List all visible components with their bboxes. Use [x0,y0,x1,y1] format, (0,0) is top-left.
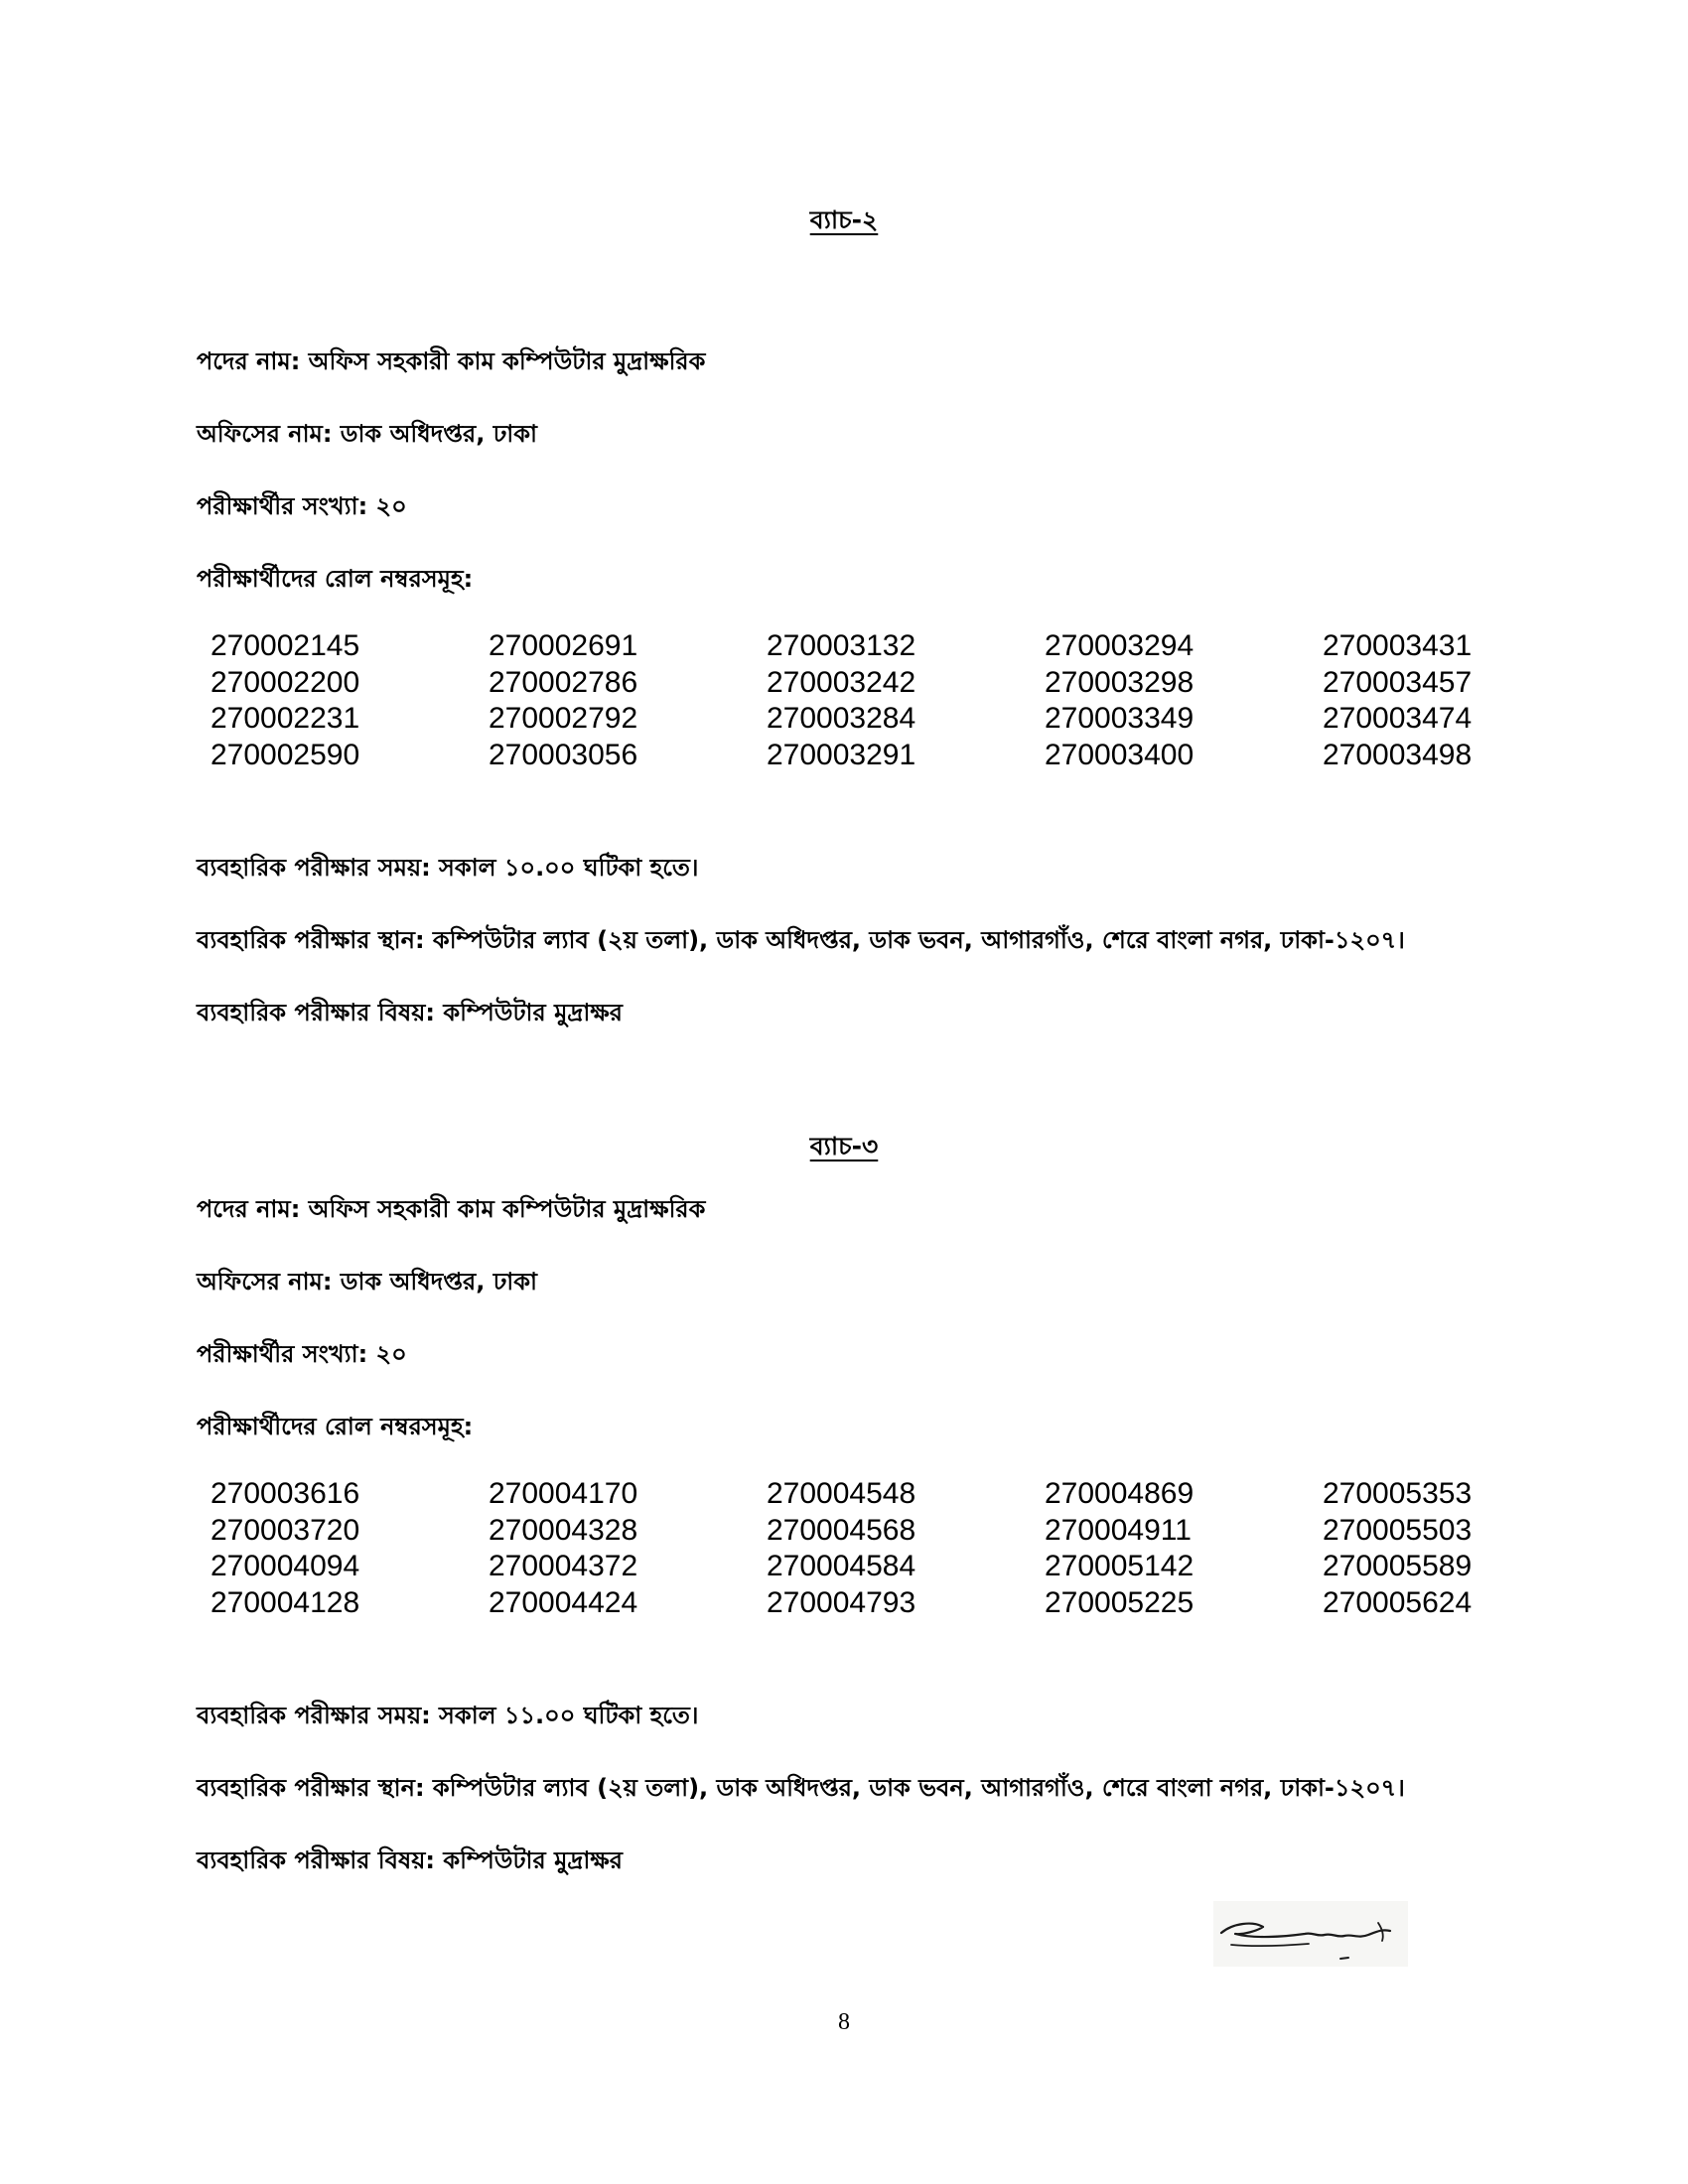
roll-number: 270002792 [489,702,638,735]
office-name: অফিসের নাম: ডাক অধিদপ্তর, ঢাকা [197,420,537,448]
roll-number: 270003498 [1323,738,1473,771]
roll-number: 270004094 [211,1550,360,1582]
signature-scribble [1213,1901,1408,1967]
batch-title [0,201,1688,243]
roll-number: 270005624 [1323,1585,1473,1619]
exam-venue: ব্যবহারিক পরীক্ষার স্থান: কম্পিউটার ল্যাব (২য় তলা), ডাক অধিদপ্তর, ডাক ভবন, আগারগাঁও, শেরে বাংলা নগর, ঢাকা-১২০৭। [197,1774,1405,1802]
roll-number: 270004793 [767,1585,916,1619]
roll-number: 270004568 [767,1513,916,1547]
roll-number: 270003132 [767,629,916,662]
exam-venue: ব্যবহারিক পরীক্ষার স্থান: কম্পিউটার ল্যাব (২য় তলা), ডাক অধিদপ্তর, ডাক ভবন, আগারগাঁও, শেরে বাংলা নগর, ঢাকা-১২০৭। [197,926,1405,954]
roll-number: 270004372 [489,1550,638,1582]
batch-title-text: ব্যাচ-২ [809,205,879,234]
exam-subject: ব্যবহারিক পরীক্ষার বিষয়: কম্পিউটার মুদ্রাক্ষর [197,999,623,1026]
roll-number: 270003284 [767,702,916,735]
candidate-count: পরীক্ষার্থীর সংখ্যা: ২০ [197,1340,407,1368]
signature [1213,1901,1408,1967]
page-number: 8 [838,2009,850,2035]
roll-number: 270005589 [1323,1550,1473,1582]
roll-numbers-heading: পরীক্ষার্থীদের রোল নম্বরসমূহ: [197,1413,474,1440]
roll-number: 270004424 [489,1585,638,1619]
roll-number: 270003474 [1323,702,1473,735]
roll-number: 270002231 [211,702,360,735]
roll-number: 270002590 [211,738,360,771]
roll-number: 270003720 [211,1513,360,1547]
office-name: অফিসের নাম: ডাক অধিদপ্তর, ঢাকা [197,1268,537,1296]
roll-number: 270004911 [1045,1513,1192,1547]
exam-time: ব্যবহারিক পরীক্ষার সময়: সকাল ১১.০০ ঘটিকা হতে। [197,1702,699,1729]
roll-number: 270003298 [1045,665,1195,699]
roll-numbers-heading: পরীক্ষার্থীদের রোল নম্বরসমূহ: [197,565,474,593]
roll-number-grid [211,1476,1601,1621]
roll-number: 270005503 [1323,1513,1473,1547]
roll-number: 270003400 [1045,738,1195,771]
roll-number: 270004170 [489,1477,638,1510]
roll-number: 270003056 [489,738,638,771]
exam-time: ব্যবহারিক পরীক্ষার সময়: সকাল ১০.০০ ঘটিকা হতে। [197,854,699,882]
roll-number: 270004584 [767,1550,916,1582]
roll-number: 270004869 [1045,1477,1195,1510]
roll-number: 270002786 [489,665,638,699]
roll-number: 270005225 [1045,1585,1195,1619]
post-name: পদের নাম: অফিস সহকারী কাম কম্পিউটার মুদ্রাক্ষরিক [197,347,706,375]
roll-number: 270004328 [489,1513,638,1547]
roll-number: 270003294 [1045,629,1195,662]
roll-number: 270002691 [489,629,638,662]
post-name: পদের নাম: অফিস সহকারী কাম কম্পিউটার মুদ্রাক্ষরিক [197,1195,706,1223]
exam-subject: ব্যবহারিক পরীক্ষার বিষয়: কম্পিউটার মুদ্রাক্ষর [197,1846,623,1874]
roll-number: 270005353 [1323,1477,1473,1510]
roll-number: 270003457 [1323,665,1473,699]
roll-number: 270003616 [211,1477,360,1510]
roll-number: 270004548 [767,1477,916,1510]
roll-number: 270003349 [1045,702,1195,735]
roll-number: 270002145 [211,629,360,662]
roll-number: 270005142 [1045,1550,1195,1582]
roll-number: 270002200 [211,665,360,699]
batch-title [0,1127,1688,1169]
batch-title-text: ব্যাচ-৩ [809,1132,879,1160]
roll-number-grid [211,628,1601,773]
candidate-count: পরীক্ষার্থীর সংখ্যা: ২০ [197,492,407,520]
roll-number: 270004128 [211,1585,360,1619]
roll-number: 270003242 [767,665,916,699]
roll-number: 270003291 [767,738,916,771]
roll-number: 270003431 [1323,629,1473,662]
